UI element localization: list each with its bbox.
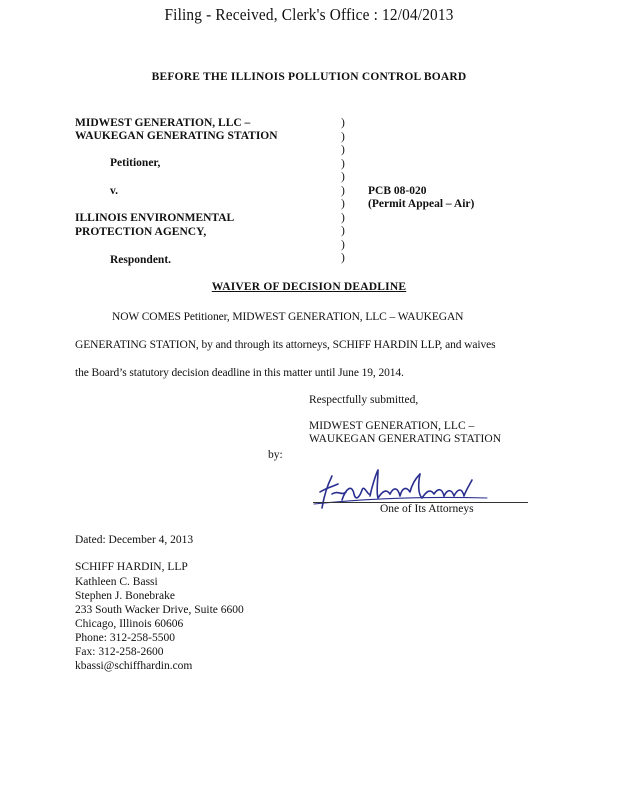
caption-parenthesis-column bbox=[341, 117, 345, 266]
party-name-line1: MIDWEST GENERATION, LLC – bbox=[309, 420, 475, 432]
case-number: PCB 08-020 bbox=[368, 185, 427, 197]
paren: ) bbox=[341, 144, 345, 156]
paren: ) bbox=[341, 252, 345, 264]
paren: ) bbox=[341, 171, 345, 183]
body-line-1: NOW COMES Petitioner, MIDWEST GENERATION, LLC – WAUKEGAN bbox=[112, 311, 464, 323]
paren: ) bbox=[341, 238, 345, 251]
by-label: by: bbox=[268, 449, 283, 461]
document-title: WAIVER OF DECISION DEADLINE bbox=[211, 281, 407, 293]
paren: ) bbox=[341, 117, 345, 129]
board-title: BEFORE THE ILLINOIS POLLUTION CONTROL BOARD bbox=[151, 71, 467, 83]
date-line: Dated: December 4, 2013 bbox=[75, 534, 194, 546]
petitioner-name-line1: MIDWEST GENERATION, LLC – bbox=[75, 117, 251, 129]
paren: ) bbox=[341, 130, 345, 143]
attorney-name-1: Kathleen C. Bassi bbox=[75, 576, 158, 588]
paren: ) bbox=[341, 184, 345, 197]
paren: ) bbox=[341, 157, 345, 170]
attorney-name-2: Stephen J. Bonebrake bbox=[75, 590, 175, 602]
respondent-role: Respondent. bbox=[110, 254, 172, 266]
firm-email[interactable]: kbassi@schiffhardin.com bbox=[75, 660, 193, 672]
party-name-line2: WAUKEGAN GENERATING STATION bbox=[309, 433, 502, 445]
filing-stamp: Filing - Received, Clerk's Office : 12/04/2013 bbox=[164, 5, 454, 24]
firm-street: 233 South Wacker Drive, Suite 6600 bbox=[75, 604, 244, 616]
petitioner-role: Petitioner, bbox=[110, 157, 161, 169]
respondent-name-line1: ILLINOIS ENVIRONMENTAL bbox=[75, 212, 235, 224]
paren: ) bbox=[341, 225, 345, 237]
petitioner-name-line2: WAUKEGAN GENERATING STATION bbox=[75, 130, 278, 142]
firm-city: Chicago, Illinois 60606 bbox=[75, 618, 184, 630]
firm-fax: Fax: 312-258-2600 bbox=[75, 646, 164, 658]
signature-caption: One of Its Attorneys bbox=[380, 503, 474, 515]
respectfully-submitted: Respectfully submitted, bbox=[309, 394, 419, 406]
body-line-2: GENERATING STATION, by and through its attorneys, SCHIFF HARDIN LLP, and waives bbox=[75, 339, 496, 351]
body-line-3: the Board’s statutory decision deadline in this matter until June 19, 2014. bbox=[75, 367, 404, 379]
case-type: (Permit Appeal – Air) bbox=[368, 198, 475, 210]
firm-phone: Phone: 312-258-5500 bbox=[75, 632, 175, 644]
versus: v. bbox=[110, 185, 118, 197]
paren: ) bbox=[341, 211, 345, 224]
paren: ) bbox=[341, 198, 345, 210]
firm-name: SCHIFF HARDIN, LLP bbox=[75, 561, 188, 573]
respondent-name-line2: PROTECTION AGENCY, bbox=[75, 226, 207, 238]
